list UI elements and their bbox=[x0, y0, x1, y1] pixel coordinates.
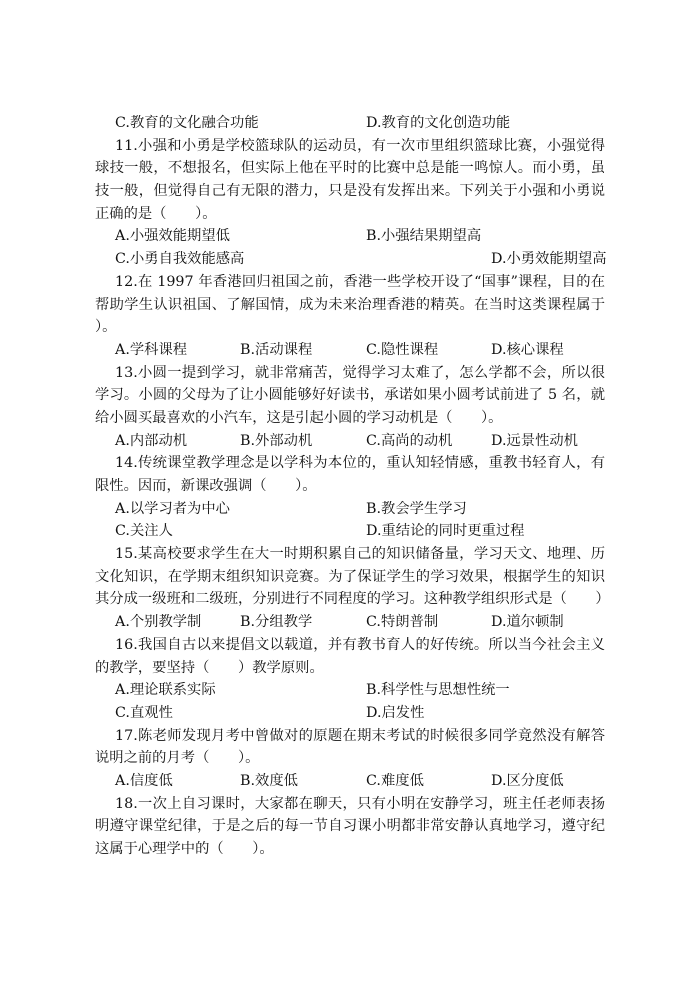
option-c: C.隐性课程 bbox=[366, 341, 439, 358]
option-b: B.教会学生学习 bbox=[366, 500, 467, 517]
q16-text: 16.我国自古以来提倡文以载道，并有教书育人的好传统。所以当今社会主义 bbox=[115, 636, 605, 653]
option-b: B.分组教学 bbox=[240, 614, 313, 631]
option-b: B.外部动机 bbox=[240, 432, 313, 449]
q11-options-ab bbox=[95, 225, 605, 248]
option-a: A.学科课程 bbox=[115, 341, 188, 358]
option-b: B.活动课程 bbox=[240, 341, 313, 358]
q17-options bbox=[95, 770, 605, 793]
option-a: A.以学习者为中心 bbox=[115, 500, 230, 517]
option-b: B.效度低 bbox=[240, 772, 298, 789]
q11-text: 技一般，但觉得自己有无限的潜力，只是没有发挥出来。下列关于小强和小勇说 bbox=[95, 183, 605, 200]
option-a: A.个别教学制 bbox=[115, 614, 202, 631]
option-b: B.小强结果期望高 bbox=[366, 228, 482, 245]
q11-text: 11.小强和小勇是学校篮球队的运动员，有一次市里组织篮球比赛，小强觉得 bbox=[115, 137, 605, 154]
q18-text: 明遵守课堂纪律，于是之后的每一节自习课小明都非常安静认真地学习，遵守纪 bbox=[95, 818, 605, 835]
option-a: A.小强效能期望低 bbox=[115, 228, 230, 245]
option-c: C.直观性 bbox=[115, 704, 173, 721]
q14-text: 14.传统课堂教学理念是以学科为本位的，重认知轻情感，重教书轻育人，有 bbox=[115, 455, 605, 472]
q15-text: 15.某高校要求学生在大一时期积累自己的知识储备量，学习天文、地理、历 bbox=[115, 546, 605, 563]
option-d: D.小勇效能期望高 bbox=[491, 251, 607, 268]
option-c: C.小勇自我效能感高 bbox=[115, 251, 245, 268]
option-b: B.科学性与思想性统一 bbox=[366, 682, 510, 699]
q13-text: 学习。小圆的父母为了让小圆能够好好读书，承诺如果小圆考试前进了 5 名，就 bbox=[95, 387, 605, 404]
q17-text: 说明之前的月考（ ）。 bbox=[95, 750, 260, 767]
option-d: D.区分度低 bbox=[491, 772, 564, 789]
option-c: C.特朗普制 bbox=[366, 614, 439, 631]
option-d: D.重结论的同时更重过程 bbox=[366, 523, 525, 540]
option-a: A.内部动机 bbox=[115, 432, 188, 449]
q12-text: ）。 bbox=[95, 319, 117, 336]
option-d: D.远景性动机 bbox=[491, 432, 578, 449]
q14-text: 限性。因而，新课改强调（ ）。 bbox=[95, 478, 317, 494]
q12-text: 12.在 1997 年香港回归祖国之前，香港一些学校开设了“国事”课程，目的在 bbox=[115, 273, 605, 290]
option-c: C.关注人 bbox=[115, 523, 173, 540]
q16-options-ab bbox=[95, 679, 605, 702]
q10-options-cd bbox=[95, 112, 605, 135]
q14-options-cd bbox=[95, 520, 605, 543]
option-d: D.教育的文化创造功能 bbox=[366, 115, 511, 131]
q17-text: 17.陈老师发现月考中曾做对的原题在期末考试的时候很多同学竟然没有解答 bbox=[115, 727, 605, 744]
option-d: D.核心课程 bbox=[491, 341, 564, 358]
q11-text: 正确的是（ ）。 bbox=[95, 205, 217, 222]
q16-text: 的教学，要坚持（ ）教学原则。 bbox=[95, 659, 324, 676]
q13-text: 给小圆买最喜欢的小汽车，这是引起小圆的学习动机是（ ）。 bbox=[95, 409, 503, 426]
q15-text: 其分成一级班和二级班，分别进行不同程度的学习。这种教学组织形式是（ ） bbox=[95, 591, 610, 608]
q18-text: 这属于心理学中的（ ）。 bbox=[95, 841, 274, 857]
q15-text: 文化知识，在学期末组织知识竞赛。为了保证学生的学习效果，根据学生的知识 bbox=[95, 568, 605, 585]
option-c: C.难度低 bbox=[366, 772, 424, 789]
q13-text: 13.小圆一提到学习，就非常痛苦，觉得学习太难了，怎么学都不会，所以很 bbox=[115, 364, 605, 381]
q15-options bbox=[95, 611, 605, 634]
exam-page bbox=[95, 112, 610, 861]
q18-text: 18.一次上自习课时，大家都在聊天，只有小明在安静学习，班主任老师表扬 bbox=[115, 795, 605, 812]
q11-text: 球技一般，不想报名，但实际上他在平时的比赛中总是能一鸣惊人。而小勇，虽 bbox=[95, 160, 605, 177]
option-d: D.启发性 bbox=[366, 704, 425, 721]
option-c: C.高尚的动机 bbox=[366, 432, 453, 449]
q13-options bbox=[95, 430, 605, 453]
q12-text: 帮助学生认识祖国、了解国情，成为未来治理香港的精英。在当时这类课程属于 bbox=[95, 296, 605, 313]
option-a: A.信度低 bbox=[115, 772, 173, 789]
option-a: A.理论联系实际 bbox=[115, 682, 216, 699]
option-d: D.道尔顿制 bbox=[491, 614, 564, 631]
q14-options-ab bbox=[95, 498, 605, 521]
q12-options bbox=[95, 339, 605, 362]
q16-options-cd bbox=[95, 702, 605, 725]
option-c: C.教育的文化融合功能 bbox=[115, 115, 259, 131]
q11-options-cd bbox=[95, 248, 605, 271]
